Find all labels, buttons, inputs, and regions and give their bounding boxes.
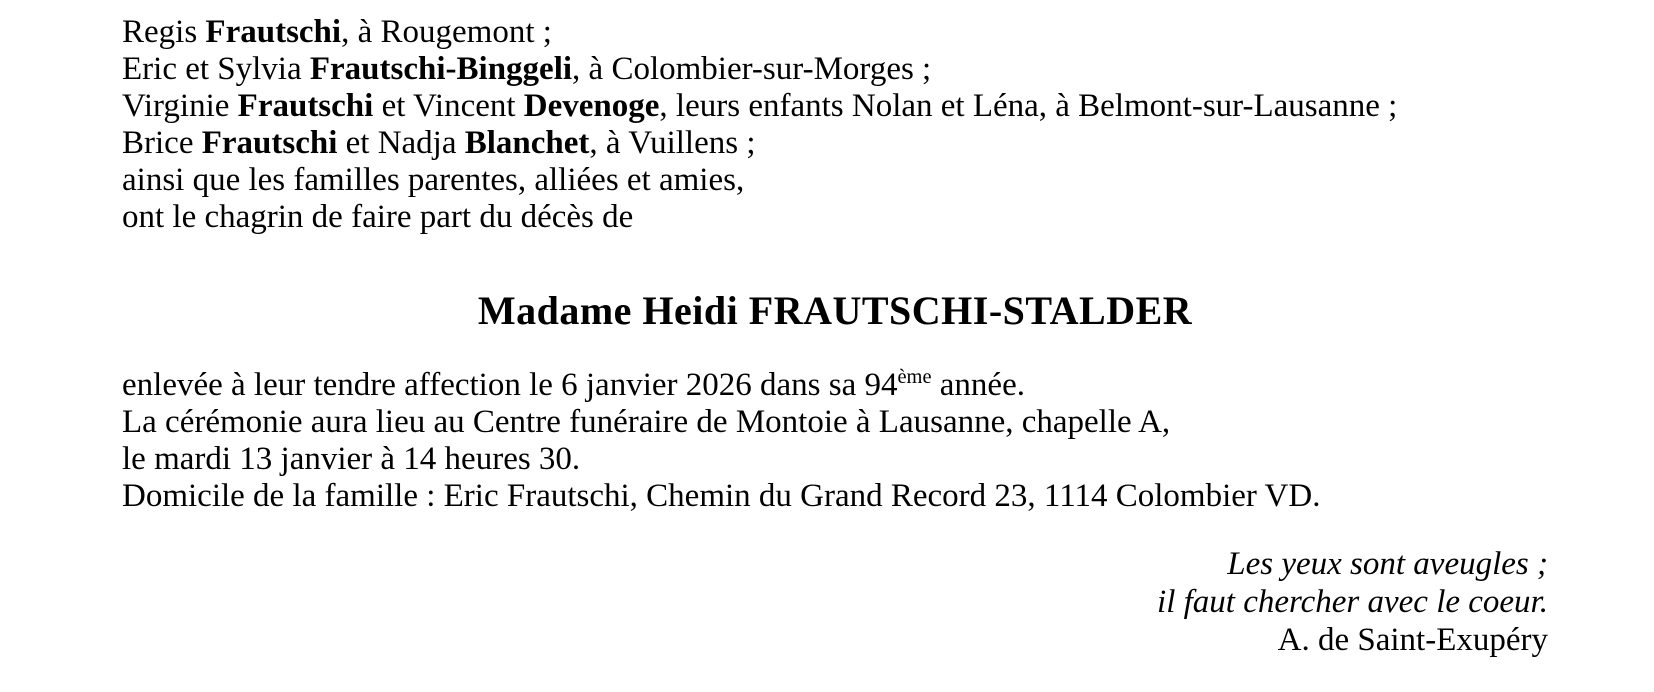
text-segment: enlevée à leur tendre affection le 6 janvier 2026 dans sa 94 xyxy=(122,367,898,403)
text-segment: , à Colombier-sur-Morges ; xyxy=(572,51,932,87)
text-line xyxy=(122,125,1548,162)
text-segment: il faut chercher avec le coeur. xyxy=(1157,584,1548,620)
text-line xyxy=(122,621,1548,659)
text-segment: ont le chagrin de faire part du décès de xyxy=(122,199,634,235)
text-line xyxy=(122,14,1548,51)
text-segment: et Nadja xyxy=(337,125,465,161)
text-segment: Domicile de la famille : Eric Frautschi, Chemin du Grand Record 23, 1114 Colombier VD. xyxy=(122,478,1321,514)
text-segment: Regis xyxy=(122,14,206,50)
deceased-name-title: Madame Heidi FRAUTSCHI-STALDER xyxy=(477,288,1193,333)
family-name-bold: Blanchet xyxy=(464,125,590,161)
text-segment: , à Vuillens ; xyxy=(589,125,756,161)
text-segment: ainsi que les familles parentes, alliées et amies, xyxy=(122,162,745,198)
text-line xyxy=(122,367,1548,404)
text-line xyxy=(122,404,1548,441)
text-line xyxy=(122,441,1548,478)
text-line xyxy=(122,88,1548,125)
text-segment: Brice xyxy=(122,125,202,161)
text-segment: le mardi 13 janvier à 14 heures 30. xyxy=(122,441,581,477)
text-segment: et Vincent xyxy=(373,88,524,124)
memorial-quote xyxy=(122,545,1548,659)
text-line xyxy=(122,162,1548,199)
family-announcement-paragraph xyxy=(122,14,1548,236)
family-name-bold: Frautschi-Binggeli xyxy=(309,51,573,87)
text-segment: Virginie xyxy=(122,88,238,124)
ordinal-superscript: ème xyxy=(897,366,932,388)
text-line xyxy=(122,478,1548,515)
family-name-bold: Frautschi xyxy=(237,88,374,124)
ceremony-details-paragraph xyxy=(122,367,1548,515)
text-segment: , leurs enfants Nolan et Léna, à Belmont-sur-Lausanne ; xyxy=(659,88,1398,124)
text-segment: Les yeux sont aveugles ; xyxy=(1227,546,1548,582)
text-segment: A. de Saint-Exupéry xyxy=(1277,622,1548,658)
family-name-bold: Frautschi xyxy=(201,125,338,161)
family-name-bold: Devenoge xyxy=(523,88,660,124)
family-name-bold: Frautschi xyxy=(205,14,342,50)
text-segment: La cérémonie aura lieu au Centre funéraire de Montoie à Lausanne, chapelle A, xyxy=(122,404,1171,440)
text-line xyxy=(122,545,1548,583)
text-segment: Eric et Sylvia xyxy=(122,51,310,87)
text-line xyxy=(122,51,1548,88)
text-segment: année. xyxy=(931,367,1025,403)
text-line xyxy=(122,583,1548,621)
text-segment: , à Rougemont ; xyxy=(341,14,552,50)
text-line xyxy=(122,199,1548,236)
